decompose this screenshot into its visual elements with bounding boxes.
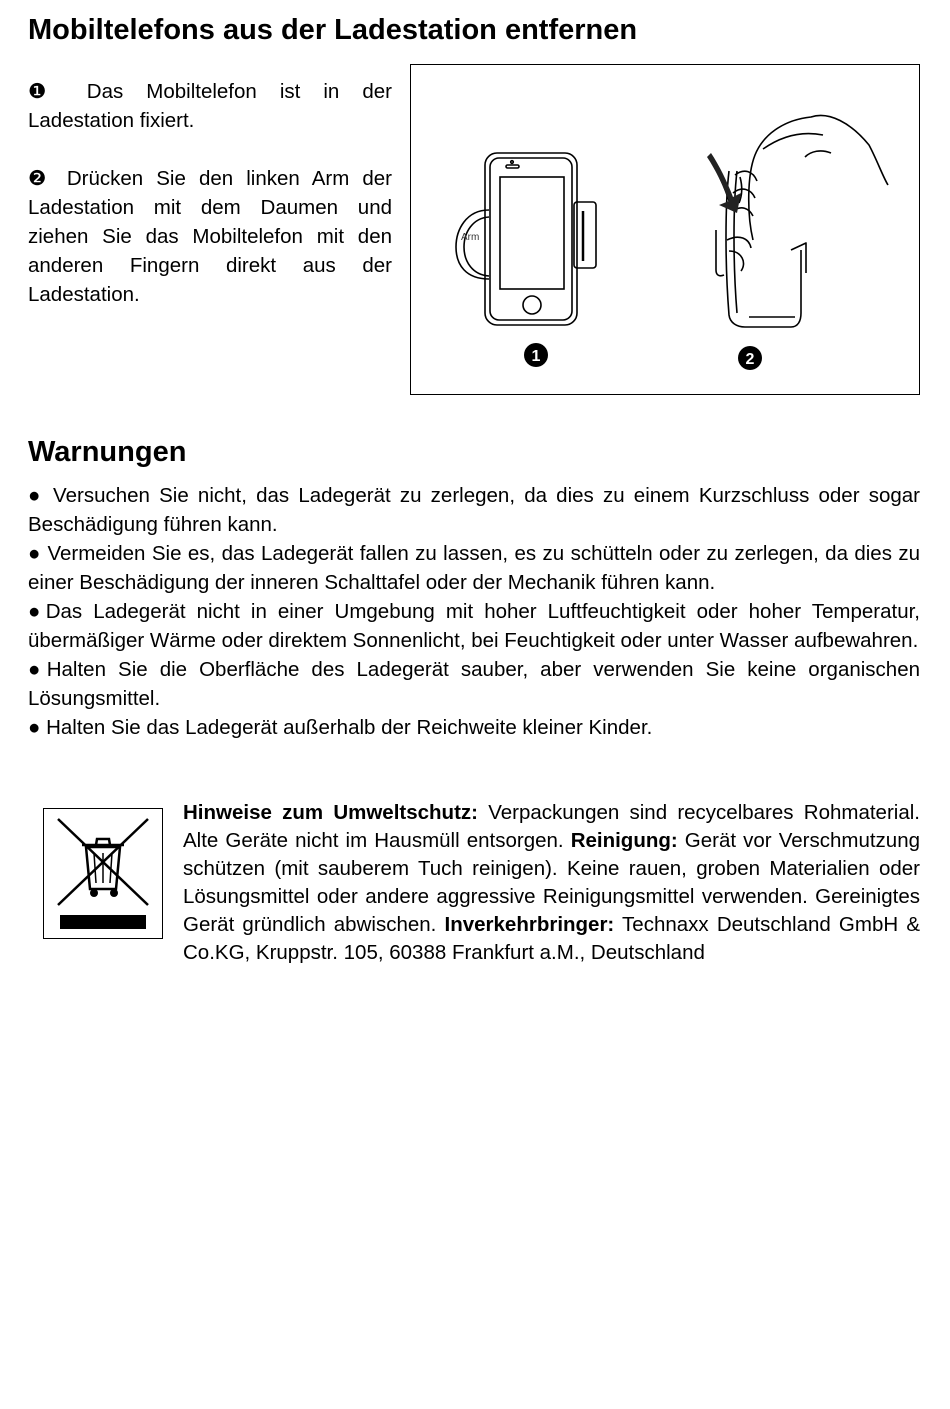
warning-item: ●Halten Sie die Oberfläche des Ladegerät sauber, aber verwenden Sie keine organischen Lösungsmittel. [28, 658, 920, 710]
distributor-text: Technaxx Deutschland GmbH & Co.KG, Kruppstr. 105, 60388 Frankfurt a.M., Deutschland [183, 913, 920, 964]
removal-steps [28, 77, 392, 338]
step-2-marker: ❷ [28, 167, 54, 190]
warnings-heading: Warnungen [28, 436, 187, 468]
weee-symbol [43, 808, 163, 939]
warning-item: ●Das Ladegerät nicht in einer Umgebung mit hoher Luftfeuchtigkeit oder hoher Temperatur, übermäßiger Wärme oder direktem Sonnenlicht, bei Feuchtigkeit oder unter Wasser aufbewahren. [28, 600, 920, 652]
environment-notice [183, 799, 920, 967]
environment-label: Hinweise zum Umweltschutz: [183, 801, 478, 824]
badge-2-label: 2 [745, 351, 755, 368]
removal-illustration-svg [411, 65, 921, 396]
warning-item: ● Halten Sie das Ladegerät außerhalb der Reichweite kleiner Kinder. [28, 716, 653, 739]
cleaning-text: Gerät vor Verschmutzung schützen (mit sauberem Tuch reinigen). Keine rauen, groben Materialien oder Lösungsmittel oder andere aggressive Reinigungsmittel verwenden. Gereinigtes Gerät gründlich abwischen. [183, 829, 920, 936]
page-title: Mobiltelefons aus der Ladestation entfernen [28, 14, 638, 46]
step-1 [28, 77, 392, 135]
environment-text: Verpackungen sind recycelbares Rohmaterial. Alte Geräte nicht im Hausmüll entsorgen. [183, 801, 920, 852]
step-2 [28, 164, 392, 309]
badge-1 [524, 343, 548, 367]
hand-removing-phone-drawing [711, 115, 888, 327]
arm-label: Arm [461, 232, 480, 243]
warning-item: ● Versuchen Sie nicht, das Ladegerät zu zerlegen, da dies zu einem Kurzschluss oder sogar Beschädigung führen kann. [28, 484, 920, 536]
warning-item: ● Vermeiden Sie es, das Ladegerät fallen zu lassen, es zu schütteln oder zu zerlegen, da dies zu einer Beschädigung der inneren Schalttafel oder der Mechanik führen kann. [28, 542, 920, 594]
removal-illustration [410, 64, 920, 395]
warnings-list [28, 481, 920, 742]
distributor-label: Inverkehrbringer: [444, 913, 615, 936]
crossed-bin-icon [44, 809, 162, 938]
cleaning-label: Reinigung: [570, 829, 678, 852]
badge-2 [738, 346, 762, 370]
step-2-text: Drücken Sie den linken Arm der Ladestation mit dem Daumen und ziehen Sie das Mobiltelefon mit den anderen Fingern direkt aus der Ladestation. [28, 167, 392, 306]
step-1-marker: ❶ [28, 80, 64, 103]
badge-1-label: 1 [531, 348, 541, 365]
step-1-text: Das Mobiltelefon ist in der Ladestation fixiert. [28, 80, 392, 132]
